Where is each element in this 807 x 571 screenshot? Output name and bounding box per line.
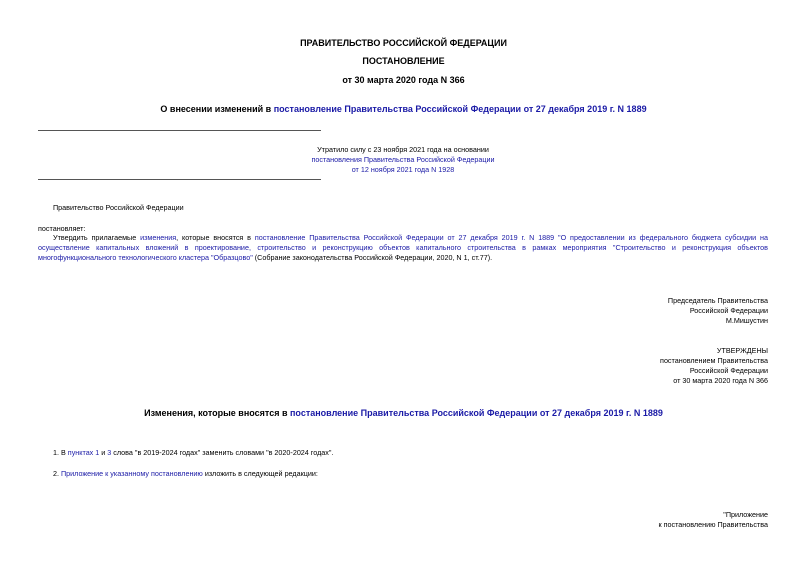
approved-date: от 30 марта 2020 года N 366 [673, 376, 768, 385]
p1-text-mid: , которые вносятся в [176, 233, 255, 242]
status-note [38, 145, 768, 175]
document-type: ПОСТАНОВЛЕНИЕ [362, 56, 445, 66]
signature-country: Российской Федерации [689, 306, 768, 315]
document-title [0, 104, 807, 114]
appendix-title: "Приложение [723, 510, 768, 519]
changes-title-prefix: Изменения, которые вносятся в [144, 408, 290, 418]
divider-top [38, 130, 321, 131]
change-item-2 [53, 469, 318, 479]
status-note-text: Утратило силу с 23 ноября 2021 года на основании [317, 145, 489, 154]
approved-heading: УТВЕРЖДЕНЫ [716, 346, 768, 355]
item2-link-appendix[interactable]: Приложение к указанному постановлению [61, 469, 203, 478]
item1-rest: слова "в 2019-2024 годах" заменить словами "в 2020-2024 годах". [111, 448, 334, 457]
divider-bottom [38, 179, 321, 180]
item1-link-point3[interactable]: 3 [107, 448, 112, 457]
preamble-paragraph [38, 233, 768, 263]
document-date-number: от 30 марта 2020 года N 366 [342, 75, 465, 85]
item2-prefix: 2. [53, 469, 61, 478]
status-note-link-date[interactable]: от 12 ноября 2021 года N 1928 [351, 165, 455, 174]
approved-by: постановлением Правительства [660, 356, 768, 365]
p1-text-after: (Собрание законодательства Российской Федерации, 2020, N 1, ст.77). [252, 253, 493, 262]
preamble-decides: постановляет: [38, 224, 86, 233]
item2-rest: изложить в следующей редакции: [202, 469, 318, 478]
item1-and: и [99, 448, 108, 457]
approved-block [660, 346, 768, 386]
p1-text-before: Утвердить прилагаемые [53, 233, 141, 242]
change-item-1 [53, 448, 333, 458]
signature-block [668, 296, 768, 326]
appendix-header [658, 510, 768, 530]
p1-link-decree[interactable]: постановление Правительства Российской Федерации от 27 декабря 2019 г. N 1889 "О предоставлении из федерального бюджета субсидии на осуществление капитальных вложений в проектирование, строительство и реконструкцию объектов капитального строительства в рамках мероприятия "Строительство и реконструкция объектов многофункционального технологического кластера "Образцово" [38, 233, 769, 262]
appendix-reference: к постановлению Правительства [658, 520, 768, 529]
issuer-heading: ПРАВИТЕЛЬСТВО РОССИЙСКОЙ ФЕДЕРАЦИИ [300, 38, 507, 48]
approved-country: Российской Федерации [689, 366, 768, 375]
preamble-issuer: Правительство Российской Федерации [53, 203, 184, 212]
item1-link-points[interactable]: пунктах 1 [67, 448, 100, 457]
signature-position: Председатель Правительства [667, 296, 768, 305]
title-link[interactable]: постановление Правительства Российской Федерации от 27 декабря 2019 г. N 1889 [273, 104, 647, 114]
title-prefix: О внесении изменений в [160, 104, 274, 114]
p1-link-changes[interactable]: изменения [140, 233, 177, 242]
changes-title [0, 408, 807, 418]
changes-title-link[interactable]: постановление Правительства Российской Федерации от 27 декабря 2019 г. N 1889 [290, 408, 663, 418]
item1-prefix: 1. В [53, 448, 68, 457]
signature-name: М.Мишустин [725, 316, 768, 325]
status-note-link-decree[interactable]: постановления Правительства Российской Федерации [311, 155, 495, 164]
